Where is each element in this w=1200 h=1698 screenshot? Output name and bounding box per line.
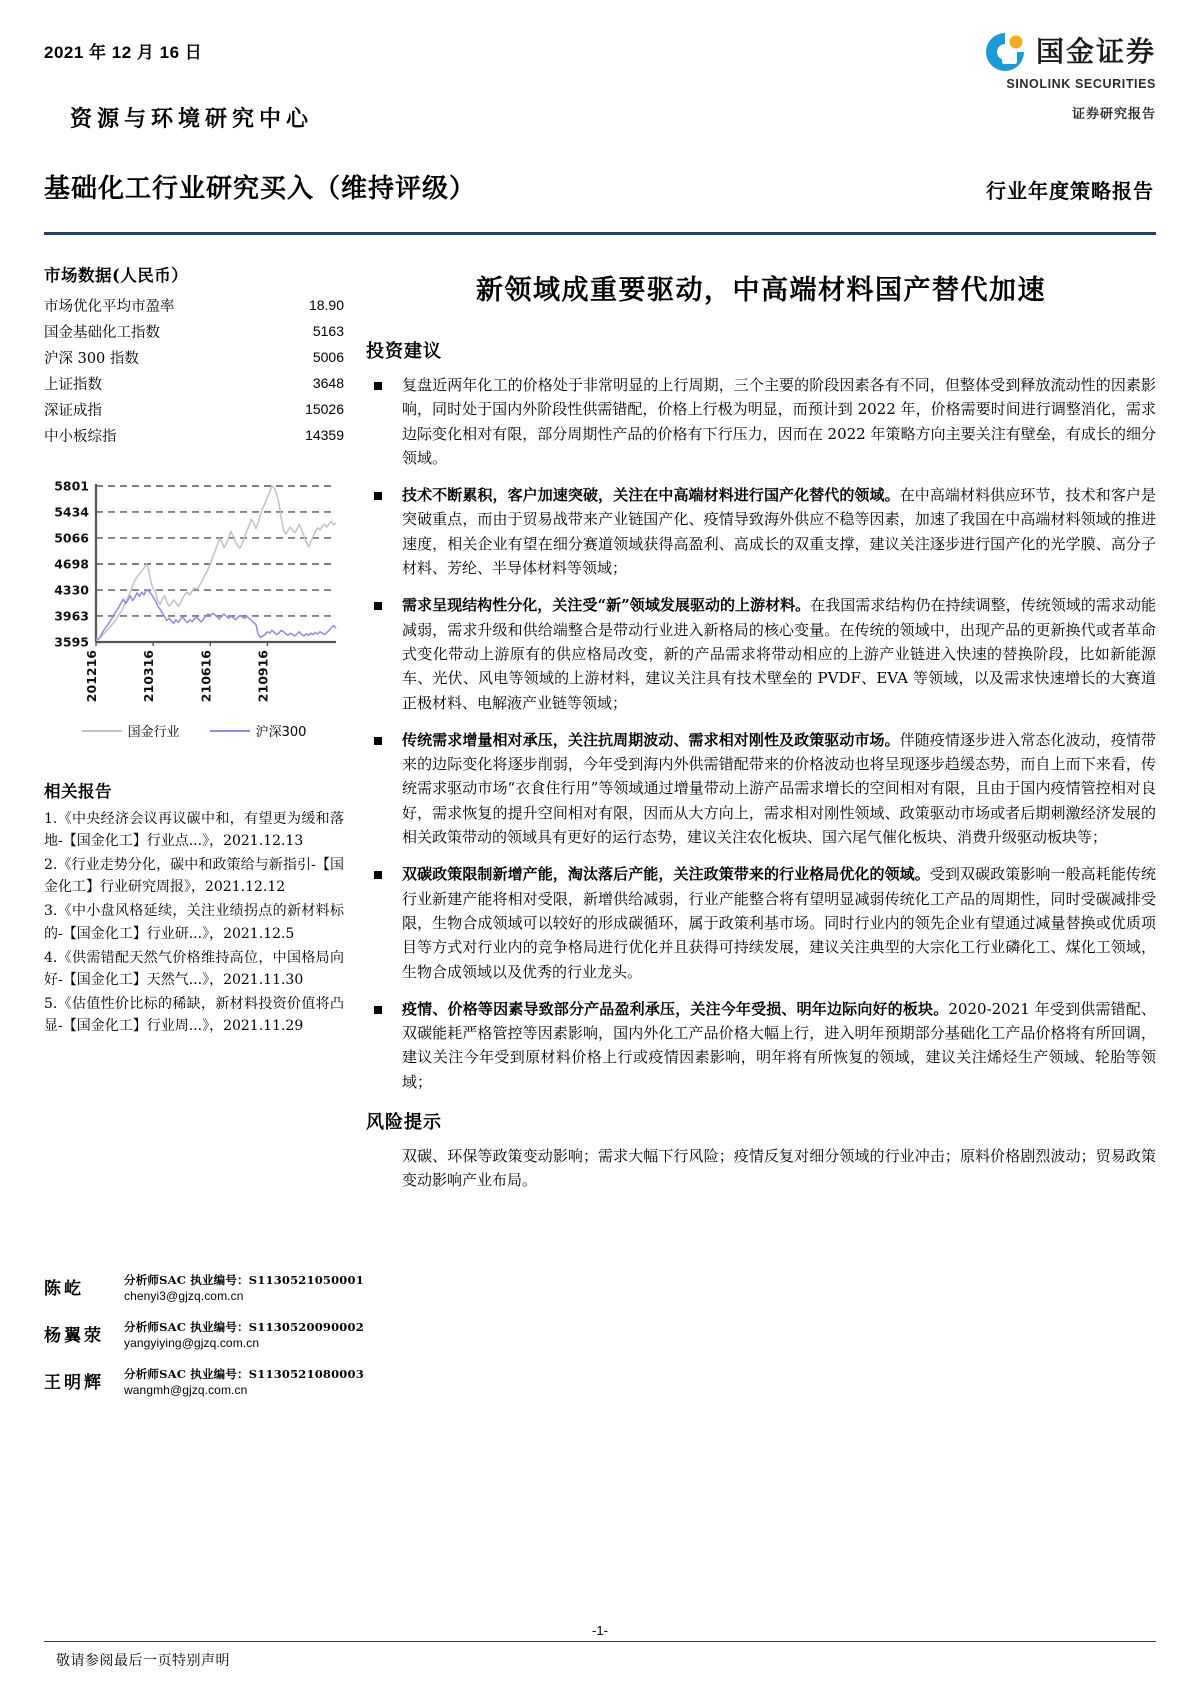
bullet-lead: 双碳政策限制新增产能，淘汰落后产能，关注政策带来的行业格局优化的领域。 (402, 865, 930, 884)
market-row-label: 市场优化平均市盈率 (44, 298, 175, 315)
analyst-sac-number: 分析师SAC 执业编号：S1130521050001 (124, 1273, 364, 1287)
analyst-entry (44, 1319, 374, 1350)
market-row-label: 中小板综指 (44, 428, 117, 445)
legend-swatch (210, 730, 250, 732)
related-reports-list (44, 808, 344, 1037)
header-divider (44, 232, 1156, 235)
svg-text:210916: 210916 (255, 650, 271, 703)
bullet-body: 在中高端材料供应环节，技术和客户是突破重点，而由于贸易战带来产业链国产化、疫情导致海外供应不稳等因素，加速了我国在中高端材料领域的推进速度，相关企业有望在细分赛道领域获得高盈利、高成长的双重支撑，建议关注逐步进行国产化的光学膜、高分子材料、芳纶、半导体材料等领域； (402, 486, 1156, 578)
section-heading-investment-advice: 投资建议 (366, 341, 442, 362)
list-item[interactable]: 5.《估值性价比标的稀缺，新材料投资价值将凸显-【国金化工】行业周...》，2021.11.29 (44, 995, 344, 1034)
bullet-item (366, 593, 1156, 714)
legend-label: 沪深300 (255, 725, 307, 740)
main-content (366, 262, 1156, 1193)
brand-name-cn: 国金证券 (1035, 35, 1156, 68)
svg-text:3963: 3963 (54, 608, 89, 624)
footer-note: 敬请参阅最后一页特别声明 (56, 1653, 230, 1669)
analyst-email[interactable]: wangmh@gjzq.com.cn (124, 1383, 248, 1397)
analyst-name: 王明辉 (44, 1373, 104, 1393)
report-type-label: 行业年度策略报告 (986, 179, 1154, 203)
table-row (44, 422, 344, 448)
market-data-body (44, 292, 344, 448)
analyst-email[interactable]: yangyiying@gjzq.com.cn (124, 1336, 260, 1350)
svg-text:5801: 5801 (54, 478, 89, 494)
analyst-name: 陈屹 (44, 1279, 84, 1299)
sinolink-mark-icon (983, 30, 1027, 74)
table-row (44, 318, 344, 344)
legend-item-series-1 (210, 721, 307, 740)
bullet-body: 2020-2021 年受到供需错配、双碳能耗严格管控等因素影响，国内外化工产品价格大幅上行，进入明年预期部分基础化工产品价格将有所回调，建议关注今年受到原材料价格上行或疫情因素影响，明年将有所恢复的领域，建议关注烯烃生产领域、轮胎等领域； (402, 999, 1156, 1091)
list-item[interactable]: 4.《供需错配天然气价格维持高位，中国格局向好-【国金化工】天然气...》，2021.11.30 (44, 949, 344, 988)
market-row-label: 深证成指 (44, 402, 102, 419)
legend-swatch (82, 730, 122, 732)
market-row-label: 上证指数 (44, 376, 102, 393)
company-logo (876, 30, 1156, 122)
bullet-body: 在我国需求结构仍在持续调整，传统领域的需求动能减弱，需求升级和供给端整合是带动行业进入新格局的核心变量。在传统的领域中，出现产品的更新换代或者革命式变化带动上游原有的供应格局改变，新的产品需求将带动相应的上游产业链进入快速的替换阶段，比如新能源车、光伏、风电等领域的上游材料，建议关注具有技术壁垒的 PVDF、EVA 等领域，以及需求快速增长的大赛道正极材料、电解液产业链等领域； (402, 596, 1156, 712)
bullet-lead: 需求呈现结构性分化，关注受“新”领域发展驱动的上游材料。 (402, 596, 811, 615)
bullet-lead: 疫情、价格等因素导致部分产品盈利承压，关注今年受损、明年边际向好的板块。 (402, 999, 949, 1018)
analyst-name: 杨翼荥 (44, 1326, 104, 1346)
market-row-value: 5006 (312, 349, 344, 365)
analyst-entry (44, 1366, 374, 1397)
page-header (44, 30, 1156, 230)
svg-text:5434: 5434 (54, 504, 89, 520)
report-date: 2021 年 12 月 16 日 (44, 43, 203, 62)
table-row (44, 292, 344, 318)
footer-divider (44, 1641, 1156, 1642)
list-item[interactable]: 1.《中央经济会议再议碳中和，有望更为缓和落地-【国金化工】行业点...》，2021.12.13 (44, 811, 344, 850)
market-row-value: 18.90 (308, 297, 344, 313)
legend-label: 国金行业 (127, 725, 180, 740)
analyst-list (44, 1272, 374, 1413)
market-data-table (44, 292, 344, 448)
svg-text:4698: 4698 (54, 556, 89, 572)
market-row-value: 5163 (312, 323, 344, 339)
brand-name-en: SINOLINK SECURITIES (1006, 77, 1156, 91)
market-row-value: 15026 (305, 401, 344, 417)
bullet-body: 受到双碳政策影响一般高耗能传统行业新建产能将相对受限，新增供给减弱，行业产能整合将有望明显减弱传统化工产品的周期性，同时受碳减排受限，生物合成领域可以较好的形成碳循环，属于政策利基市场。同时行业内的领先企业有望通过减量替换或优质项目等方式对行业内的竞争格局进行优化并且获得可持续发展，建议关注典型的大宗化工行业磷化工、煤化工领域，生物合成领域以及优秀的行业龙头。 (402, 865, 1156, 981)
svg-text:201216: 201216 (84, 650, 99, 703)
securities-research-tag: 证券研究报告 (1071, 107, 1156, 122)
bullet-item (366, 862, 1156, 983)
section-heading-risk: 风险提示 (366, 1112, 442, 1134)
table-row (44, 370, 344, 396)
list-item[interactable]: 3.《中小盘风格延续，关注业绩拐点的新材料标的-【国金化工】行业研...》，2021.12.5 (44, 903, 344, 942)
svg-text:3595: 3595 (54, 634, 89, 650)
bullet-item (366, 373, 1156, 470)
bullet-lead: 传统需求增量相对承压，关注抗周期波动、需求相对刚性及政策驱动市场。 (402, 730, 900, 749)
bullet-item (366, 483, 1156, 580)
analyst-sac-number: 分析师SAC 执业编号：S1130521080003 (124, 1367, 364, 1381)
market-data-title: 市场数据(人民币） (44, 266, 189, 285)
index-performance-chart (44, 474, 344, 752)
research-center-name: 资源与环境研究中心 (70, 106, 314, 132)
table-row (44, 344, 344, 370)
market-row-value: 14359 (305, 427, 344, 443)
bullet-item (366, 728, 1156, 849)
page-title: 新领域成重要驱动，中高端材料国产替代加速 (476, 275, 1046, 306)
svg-text:5066: 5066 (54, 530, 89, 546)
table-row (44, 396, 344, 422)
analyst-entry (44, 1272, 374, 1303)
related-reports-section (44, 778, 344, 1037)
analyst-sac-number: 分析师SAC 执业编号：S1130520090002 (124, 1320, 364, 1334)
legend-item-series-0 (82, 721, 180, 740)
svg-text:4330: 4330 (54, 582, 89, 598)
chart-canvas (44, 474, 344, 719)
risk-disclosure-text: 双碳、环保等政策变动影响；需求大幅下行风险；疫情反复对细分领域的行业冲击；原料价格剧烈波动；贸易政策变动影响产业布局。 (402, 1147, 1156, 1190)
bullet-body: 复盘近两年化工的价格处于非常明显的上行周期，三个主要的阶段因素各有不同，但整体受到释放流动性的因素影响，同时处于国内外阶段性供需错配，价格上行极为明显，而预计到 2022 年，价格需要时间进行调整消化，需求边际变化相对有限，部分周期性产品的价格有下行压力，因而在 2022 年策略方向主要关注有壁垒，有成长的细分领域。 (402, 376, 1156, 467)
market-row-value: 3648 (312, 375, 344, 391)
left-sidebar (44, 262, 344, 1039)
page-number: -1- (592, 1623, 608, 1638)
market-row-label: 国金基础化工指数 (44, 324, 160, 341)
related-reports-title: 相关报告 (44, 782, 112, 801)
list-item[interactable]: 2.《行业走势分化，碳中和政策给与新指引-【国金化工】行业研究周报》，2021.12.12 (44, 857, 344, 896)
industry-rating-line: 基础化工行业研究买入（维持评级） (44, 174, 477, 204)
market-row-label: 沪深 300 指数 (44, 350, 139, 367)
svg-text:210316: 210316 (141, 650, 157, 703)
bullet-body: 伴随疫情逐步进入常态化波动，疫情带来的边际变化将逐步削弱，今年受到海内外供需错配带来的价格波动也将呈现逐步趋缓态势，而自上而下来看，传统需求驱动市场“衣食住行用”等领域通过增量带动上游产品需求增长的空间相对有限，且由于国内疫情管控相对良好，需求恢复的提升空间相对有限，因而从大方向上，需求相对刚性领域、政策驱动市场或者后期刺激经济发展的相关政策带动的领域具有更好的运行态势，建议关注农化板块、国六尾气催化板块、消费升级驱动板块等； (402, 730, 1156, 847)
svg-text:210616: 210616 (198, 650, 214, 703)
investment-advice-bullets (366, 373, 1156, 1094)
chart-legend (44, 721, 344, 740)
bullet-item (366, 997, 1156, 1094)
bullet-lead: 技术不断累积，客户加速突破，关注在中高端材料进行国产化替代的领域。 (402, 486, 900, 505)
analyst-email[interactable]: chenyi3@gjzq.com.cn (124, 1289, 244, 1303)
